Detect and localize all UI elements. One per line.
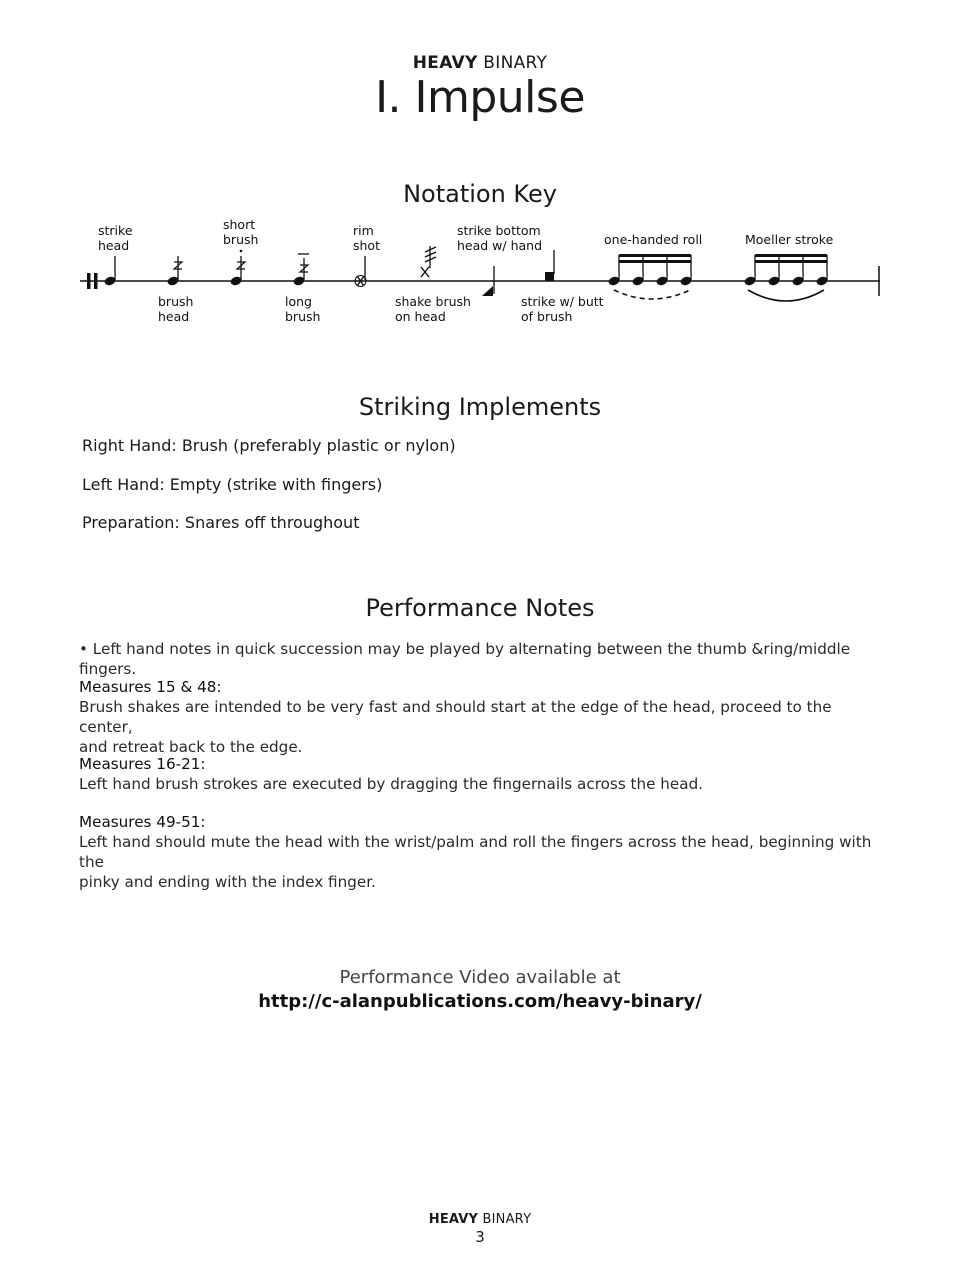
note-line: Left hand brush strokes are executed by dragging the fingernails across the head.: [79, 775, 704, 793]
footer-series-bold: HEAVY: [428, 1212, 479, 1227]
performance-notes-heading: Performance Notes: [365, 594, 595, 622]
right-hand-implement: Right Hand: Brush (preferably plastic or nylon): [82, 436, 456, 455]
label-brush-head: brush head: [158, 294, 194, 324]
label-shake-brush: shake brush on head: [395, 294, 471, 324]
note-measures-49-51: [79, 812, 879, 892]
label-short-brush: short brush: [223, 217, 259, 247]
one-handed-roll-notes: [607, 254, 692, 299]
note-measures-15-48: [79, 677, 879, 757]
label-long-brush: long brush: [285, 294, 321, 324]
video-section: [0, 966, 960, 1014]
percussion-clef-bar-2: [94, 273, 98, 289]
note-line: pinky and ending with the index finger.: [79, 873, 376, 891]
label-moeller-stroke: Moeller stroke: [745, 232, 834, 247]
percussion-clef-bar-1: [87, 273, 91, 289]
rim-shot-note: [355, 256, 366, 287]
footer-series-light: BINARY: [482, 1212, 532, 1227]
notation-key-staff: [0, 0, 960, 340]
left-hand-implement: Left Hand: Empty (strike with fingers): [82, 475, 383, 494]
series-title-light: BINARY: [483, 53, 548, 73]
preparation-note: Preparation: Snares off throughout: [82, 513, 360, 532]
moeller-stroke-notes: [743, 254, 828, 301]
note-measures-16-21: [79, 754, 879, 794]
strike-butt-note: [545, 250, 554, 281]
video-caption: Performance Video available at: [339, 967, 621, 988]
series-title-bold: HEAVY: [412, 53, 478, 73]
video-url-link[interactable]: http://c-alanpublications.com/heavy-binary/: [258, 991, 702, 1012]
note-title: Measures 16-21:: [79, 755, 206, 773]
label-strike-bottom: strike bottom head w/ hand: [457, 223, 543, 253]
label-rim-shot: rim shot: [353, 223, 380, 253]
note-line: Brush shakes are intended to be very fast and should start at the edge of the head, proceed to the center,: [79, 698, 832, 736]
label-strike-head: strike head: [98, 223, 133, 253]
note-line: and retreat back to the edge.: [79, 738, 303, 756]
performance-bullet: • Left hand notes in quick succession may be played by alternating between the thumb &ring/middle fingers.: [79, 640, 851, 678]
strike-head-note: [103, 256, 116, 287]
label-strike-butt: strike w/ butt of brush: [521, 294, 604, 324]
note-line: Left hand should mute the head with the wrist/palm and roll the fingers across the head, beginning with the: [79, 833, 872, 871]
page-number: 3: [475, 1228, 485, 1246]
label-one-handed-roll: one-handed roll: [604, 232, 703, 247]
footer-series: [0, 1212, 960, 1227]
shake-brush-note: [421, 246, 436, 277]
page-title: I. Impulse: [375, 72, 585, 123]
note-title: Measures 15 & 48:: [79, 678, 222, 696]
implements-heading: Striking Implements: [358, 393, 602, 421]
brush-head-note: [166, 256, 182, 287]
note-title: Measures 49-51:: [79, 813, 206, 831]
notation-key-heading: Notation Key: [403, 180, 557, 208]
